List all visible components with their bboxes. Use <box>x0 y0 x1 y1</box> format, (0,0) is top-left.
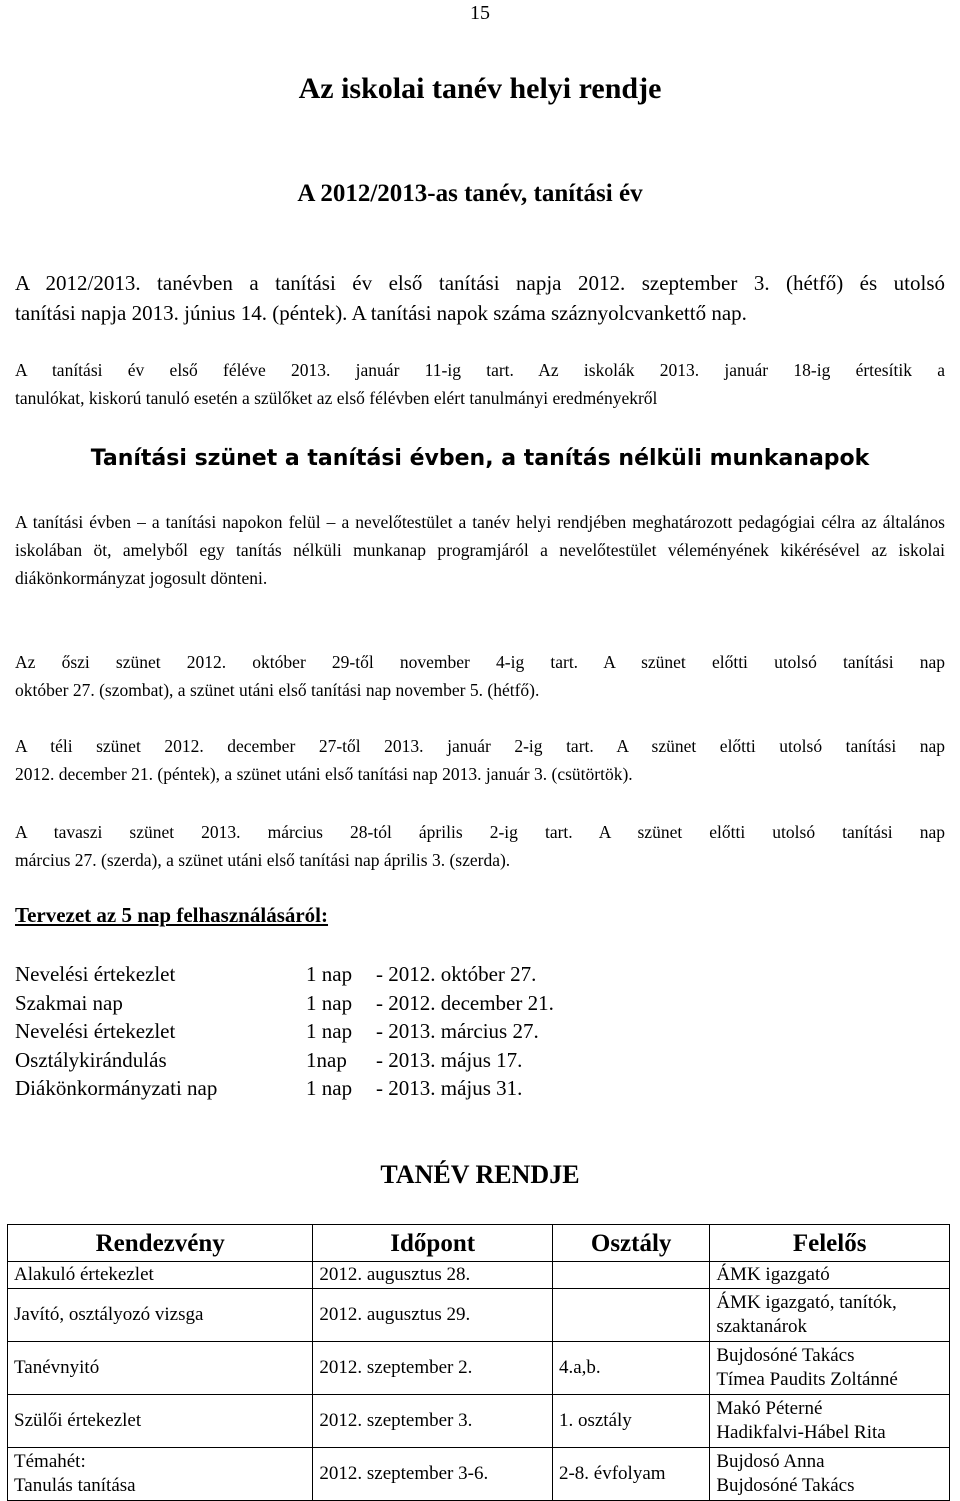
plan-item-name: Diákönkormányzati nap <box>15 1076 218 1100</box>
event-label: Tanévnyitó <box>14 1357 100 1378</box>
plan-item-name: Szakmai nap <box>15 990 123 1015</box>
table-row <box>8 1342 950 1395</box>
intro-line: A 2012/2013. tanévben a tanítási év első tanítási napja 2012. szeptember 3. (hétfő) és utolsó <box>15 271 945 295</box>
autumn-break-paragraph <box>15 648 945 704</box>
responsible-cell <box>710 1395 950 1448</box>
responsible-cell <box>710 1262 950 1289</box>
class-cell: 2-8. évfolyam <box>552 1448 709 1501</box>
plan-item <box>15 989 554 1018</box>
plan-item-date: - 2012. december 21. <box>376 990 554 1015</box>
plan-item <box>15 960 554 989</box>
date-cell: 2012. augusztus 29. <box>313 1289 553 1342</box>
autumn-line: október 27. (szombat), a szünet utáni első tanítási nap november 5. (hétfő). <box>15 680 540 700</box>
intro-paragraph <box>15 268 945 328</box>
event-label: Szülői értekezlet <box>14 1410 142 1431</box>
spring-line: március 27. (szerda), a szünet utáni első tanítási nap április 3. (szerda). <box>15 850 511 870</box>
event-cell <box>8 1289 313 1342</box>
class-cell <box>552 1262 709 1289</box>
spring-line: A tavaszi szünet 2013. március 28-tól április 2-ig tart. A szünet előtti utolsó tanítási nap <box>15 822 945 842</box>
responsible-line: Makó Péterné <box>716 1398 823 1419</box>
class-cell: 1. osztály <box>552 1395 709 1448</box>
table-row <box>8 1262 950 1289</box>
plan-list <box>15 960 554 1103</box>
responsible-line: Tímea Paudits Zoltánné <box>716 1369 898 1390</box>
plan-heading: Tervezet az 5 nap felhasználásáról: <box>15 903 329 927</box>
event-label: Alakuló értekezlet <box>14 1264 154 1285</box>
schedule-table <box>7 1224 950 1501</box>
event-label: Tanulás tanítása <box>14 1475 136 1496</box>
responsible-line: Bujdosóné Takács <box>716 1345 855 1366</box>
responsible-line: Bujdosóné Takács <box>716 1475 855 1496</box>
event-cell <box>8 1342 313 1395</box>
spring-break-paragraph <box>15 818 945 874</box>
column-header: Időpont <box>313 1225 553 1262</box>
responsible-line: Bujdosó Anna <box>716 1451 825 1472</box>
date-cell: 2012. szeptember 3-6. <box>313 1448 553 1501</box>
event-cell <box>8 1262 313 1289</box>
event-label: Javító, osztályozó vizsga <box>14 1304 204 1325</box>
event-label: Témahét: <box>14 1451 86 1472</box>
plan-item-days: 1nap <box>306 1047 347 1072</box>
plan-item-date: - 2013. május 31. <box>376 1076 523 1100</box>
responsible-cell <box>710 1448 950 1501</box>
section-title: A 2012/2013-as tanév, tanítási év <box>297 180 643 207</box>
column-header: Osztály <box>552 1225 709 1262</box>
autumn-line: Az őszi szünet 2012. október 29-től november 4-ig tart. A szünet előtti utolsó tanítási nap <box>15 652 945 672</box>
column-header: Felelős <box>710 1225 950 1262</box>
date-cell: 2012. szeptember 2. <box>313 1342 553 1395</box>
date-cell: 2012. szeptember 3. <box>313 1395 553 1448</box>
event-cell <box>8 1448 313 1501</box>
table-row <box>8 1448 950 1501</box>
break-heading: Tanítási szünet a tanítási évben, a tanítás nélküli munkanapok <box>90 446 870 471</box>
winter-line: A téli szünet 2012. december 27-től 2013. január 2-ig tart. A szünet előtti utolsó tanítási nap <box>15 736 945 756</box>
class-cell <box>552 1289 709 1342</box>
responsible-cell <box>710 1342 950 1395</box>
date-cell: 2012. augusztus 28. <box>313 1262 553 1289</box>
plan-item-days: 1 nap <box>306 1076 353 1100</box>
plan-item-date: - 2013. március 27. <box>376 1019 539 1043</box>
responsible-line: ÁMK igazgató, tanítók, <box>716 1292 897 1313</box>
table-row <box>8 1289 950 1342</box>
table-header-row <box>8 1225 950 1262</box>
intro-line: tanítási napja 2013. június 14. (péntek). A tanítási napok száma száznyolcvankettő nap. <box>15 301 747 325</box>
class-cell: 4.a,b. <box>552 1342 709 1395</box>
column-header: Rendezvény <box>8 1225 313 1262</box>
plan-item <box>15 1017 554 1046</box>
semester-paragraph <box>15 356 945 412</box>
table-row <box>8 1395 950 1448</box>
plan-item-name: Nevelési értekezlet <box>15 962 176 986</box>
page-title: Az iskolai tanév helyi rendje <box>298 72 662 105</box>
responsible-line: ÁMK igazgató <box>716 1264 830 1285</box>
responsible-line: szaktanárok <box>716 1316 808 1337</box>
winter-line: 2012. december 21. (péntek), a szünet utáni első tanítási nap 2013. január 3. (csütörtök). <box>15 764 633 784</box>
plan-item-days: 1 nap <box>306 990 353 1015</box>
plan-item-name: Osztálykirándulás <box>15 1047 167 1072</box>
plan-item-date: - 2012. október 27. <box>376 962 537 986</box>
responsible-line: Hadikfalvi-Hábel Rita <box>716 1422 886 1443</box>
plan-item-date: - 2013. május 17. <box>376 1047 523 1072</box>
plan-item <box>15 1074 554 1103</box>
winter-break-paragraph <box>15 732 945 788</box>
event-cell <box>8 1395 313 1448</box>
semester-line: A tanítási év első féléve 2013. január 11-ig tart. Az iskolák 2013. január 18-ig értesítik a <box>15 360 945 380</box>
schedule-title: TANÉV RENDJE <box>380 1160 580 1189</box>
workday-paragraph: A tanítási évben – a tanítási napokon felül – a nevelőtestület a tanév helyi rendjében meghatározott pedagógiai célra az általános iskolában öt, amelyből egy tanítás nélküli munkanap programjáról a nevelőtestület véleményének kikérésével az iskolai diákönkormányzat jogosult dönteni. <box>15 512 945 588</box>
responsible-cell <box>710 1289 950 1342</box>
plan-item-days: 1 nap <box>306 962 353 986</box>
page-number: 15 <box>470 2 490 24</box>
semester-line: tanulókat, kiskorú tanuló esetén a szülőket az első félévben elért tanulmányi eredményekről <box>15 388 658 408</box>
plan-item <box>15 1046 554 1075</box>
plan-item-days: 1 nap <box>306 1019 353 1043</box>
plan-item-name: Nevelési értekezlet <box>15 1019 176 1043</box>
